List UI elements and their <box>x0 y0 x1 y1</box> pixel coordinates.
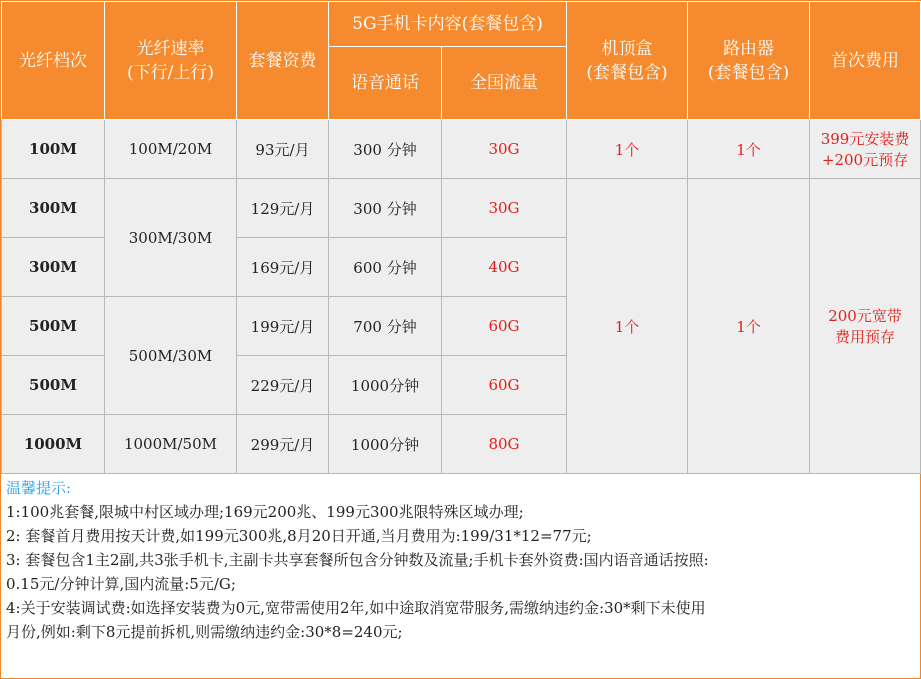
tier-cell: 100M <box>2 120 105 179</box>
fee-cell: 93元/月 <box>237 120 329 179</box>
header-router <box>688 2 810 120</box>
voice-cell: 300 分钟 <box>329 179 442 238</box>
header-stb-line2: (套餐包含) <box>586 62 668 83</box>
first-fee-line2: 费用预存 <box>835 328 896 346</box>
voice-cell: 1000分钟 <box>329 415 442 474</box>
data-cell: 60G <box>442 297 567 356</box>
speed-cell: 1000M/50M <box>105 415 237 474</box>
tips-line: 0.15元/分钟计算,国内流量:5元/G; <box>6 575 236 593</box>
header-router-line2: (套餐包含) <box>707 62 790 83</box>
stb-cell: 1个 <box>567 120 688 179</box>
header-first-fee: 首次费用 <box>810 2 921 120</box>
router-cell: 1个 <box>688 179 810 474</box>
data-cell: 30G <box>442 179 567 238</box>
header-speed-line2: (下行/上行) <box>127 62 214 83</box>
tips-line: 1:100兆套餐,限城中村区域办理;169元200兆、199元300兆限特殊区域办理; <box>6 503 524 521</box>
tips-title: 温馨提示: <box>6 479 72 497</box>
header-fee: 套餐资费 <box>237 2 329 120</box>
header-speed <box>105 2 237 120</box>
tier-cell: 300M <box>2 179 105 238</box>
header-speed-line1: 光纤速率 <box>136 38 205 59</box>
tier-cell: 300M <box>2 238 105 297</box>
first-fee-cell <box>810 179 921 474</box>
header-data: 全国流量 <box>442 47 567 120</box>
first-fee-line1: 200元宽带 <box>828 307 902 325</box>
fee-cell: 129元/月 <box>237 179 329 238</box>
first-fee-line2: +200元预存 <box>821 151 909 169</box>
voice-cell: 700 分钟 <box>329 297 442 356</box>
header-voice: 语音通话 <box>329 47 442 120</box>
tier-cell: 500M <box>2 356 105 415</box>
table-row <box>2 120 921 179</box>
header-tier: 光纤档次 <box>2 2 105 120</box>
speed-cell: 100M/20M <box>105 120 237 179</box>
table-row <box>2 179 921 238</box>
first-fee-line1: 399元安装费 <box>820 130 910 148</box>
fee-cell: 299元/月 <box>237 415 329 474</box>
header-stb <box>567 2 688 120</box>
first-fee-cell <box>810 120 921 179</box>
header-router-line1: 路由器 <box>723 38 775 59</box>
voice-cell: 600 分钟 <box>329 238 442 297</box>
tips-line: 4:关于安装调试费:如选择安装费为0元,宽带需使用2年,如中途取消宽带服务,需缴纳违约金:30*剩下未使用 <box>6 599 706 617</box>
header-stb-line1: 机顶盒 <box>601 38 653 59</box>
fee-cell: 199元/月 <box>237 297 329 356</box>
data-cell: 60G <box>442 356 567 415</box>
tips-section <box>1 474 920 644</box>
voice-cell: 1000分钟 <box>329 356 442 415</box>
data-cell: 40G <box>442 238 567 297</box>
header-mobile-group: 5G手机卡内容(套餐包含) <box>329 2 567 47</box>
tips-line: 3: 套餐包含1主2副,共3张手机卡,主副卡共享套餐所包含分钟数及流量;手机卡套外资费:国内语音通话按照: <box>6 551 709 569</box>
tips-line: 2: 套餐首月费用按天计费,如199元300兆,8月20日开通,当月费用为:199/31*12=77元; <box>6 527 592 545</box>
fee-cell: 169元/月 <box>237 238 329 297</box>
package-table <box>1 1 921 474</box>
tips-line: 月份,例如:剩下8元提前拆机,则需缴纳违约金:30*8=240元; <box>6 623 403 641</box>
speed-cell: 500M/30M <box>105 297 237 415</box>
data-cell: 30G <box>442 120 567 179</box>
fee-cell: 229元/月 <box>237 356 329 415</box>
tier-cell: 1000M <box>2 415 105 474</box>
table-header-row <box>2 2 921 47</box>
stb-cell: 1个 <box>567 179 688 474</box>
data-cell: 80G <box>442 415 567 474</box>
router-cell: 1个 <box>688 120 810 179</box>
tier-cell: 500M <box>2 297 105 356</box>
voice-cell: 300 分钟 <box>329 120 442 179</box>
speed-cell: 300M/30M <box>105 179 237 297</box>
